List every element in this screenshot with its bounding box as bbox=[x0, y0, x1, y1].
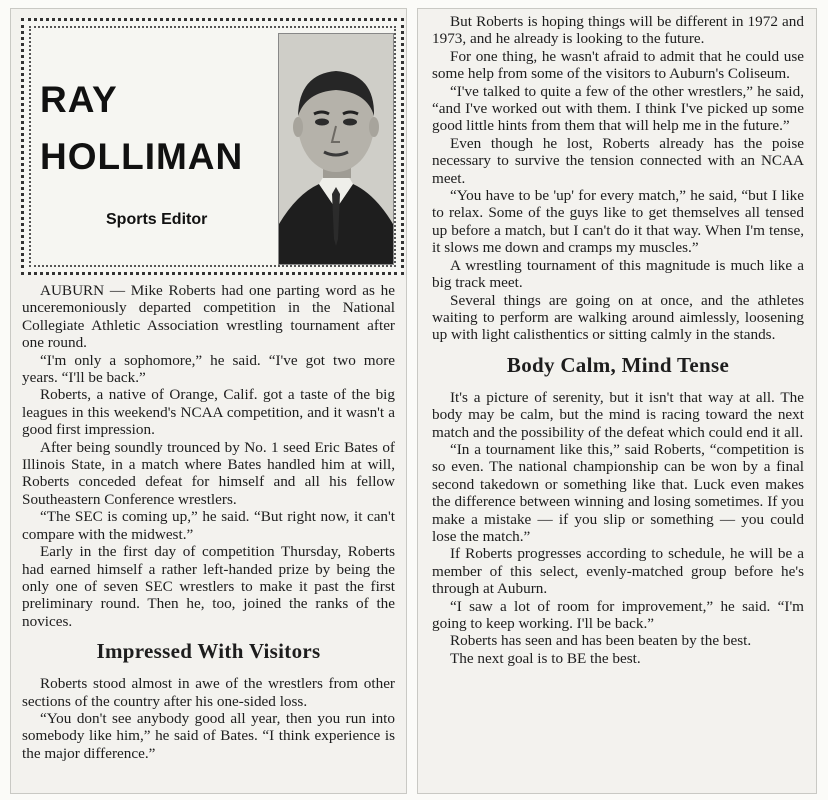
article-paragraph: But Roberts is hoping things will be different in 1972 and 1973, and he already is looking to the future. bbox=[432, 13, 804, 48]
article-paragraph: “I'm only a sophomore,” he said. “I've got two more years. “I'll be back.” bbox=[22, 351, 395, 387]
columnist-header bbox=[21, 18, 404, 275]
article-paragraph: “I saw a lot of room for improvement,” he said. “I'm going to keep working. I'll be back.” bbox=[432, 597, 804, 632]
columnist-role: Sports Editor bbox=[106, 211, 208, 228]
article-paragraph: “The SEC is coming up,” he said. “But right now, it can't compare with the midwest.” bbox=[22, 508, 395, 543]
article-paragraph: Even though he lost, Roberts already has the poise necessary to survive the tension connected with an NCAA meet. bbox=[432, 134, 804, 187]
article-paragraph: A wrestling tournament of this magnitude is much like a big track meet. bbox=[432, 256, 804, 292]
article-paragraph: It's a picture of serenity, but it isn't that way at all. The body may be calm, but the mind is racing toward the next match and the possibility of the defeat which could end it all. bbox=[432, 388, 804, 441]
article-paragraph: “I've talked to quite a few of the other wrestlers,” he said, “and I've worked out with them. I think I've picked up some good little hints from them that will help me in the future.” bbox=[432, 82, 804, 135]
portrait-image bbox=[279, 34, 393, 264]
left-column bbox=[10, 8, 407, 794]
subheading: Body Calm, Mind Tense bbox=[506, 352, 730, 377]
subheading: Impressed With Visitors bbox=[96, 639, 321, 664]
article-paragraph: AUBURN — Mike Roberts had one parting word as he unceremoniously departed competition in the National Collegiate Athletic Association wrestling tournament after one round. bbox=[22, 282, 395, 352]
article-paragraph: Roberts, a native of Orange, Calif. got a taste of the big leagues in this weekend's NCAA competition, and it wasn't a good first impression. bbox=[22, 386, 395, 439]
columnist-first-name: RAY bbox=[40, 79, 118, 120]
article-paragraph: Several things are going on at once, and the athletes waiting to perform are walking around aimlessly, loosening up with light calisthentics or sitting calmly in the stands. bbox=[432, 291, 804, 344]
article-paragraph: The next goal is to BE the best. bbox=[450, 649, 641, 667]
article-paragraph: If Roberts progresses according to schedule, he will be a member of this select, evenly-matched group before he's through at Auburn. bbox=[432, 545, 804, 598]
columnist-last-name: HOLLIMAN bbox=[40, 136, 244, 177]
columnist-photo bbox=[278, 33, 394, 265]
article-paragraph: Roberts has seen and has been beaten by the best. bbox=[450, 632, 752, 650]
article-body-left bbox=[22, 282, 395, 762]
right-column bbox=[417, 8, 817, 794]
article-paragraph: For one thing, he wasn't afraid to admit that he could use some help from some of the visitors to Auburn's Coliseum. bbox=[432, 47, 804, 83]
article-paragraph: After being soundly trounced by No. 1 seed Eric Bates of Illinois State, in a match where Bates handled him at will, Roberts conceded defeat for himself and all his fellow Southeastern Conference wrestlers. bbox=[22, 438, 395, 508]
article-paragraph: “In a tournament like this,” said Roberts, “competition is so even. The national championship can be won by a final second takedown or something like that. Luck even makes the difference between winning and losing sometimes. If you make a mistake — if you slip or something — you could lose the match.” bbox=[432, 440, 804, 545]
article-paragraph: Roberts stood almost in awe of the wrestlers from other sections of the country after his one-sided loss. bbox=[22, 675, 395, 710]
article-body-right bbox=[432, 13, 804, 667]
article-paragraph: Early in the first day of competition Thursday, Roberts had earned himself a rather left-handed prize by being the only one of seven SEC wrestlers to make it past the first preliminary round. Then he, too, joined the ranks of the novices. bbox=[22, 543, 395, 630]
article-paragraph: “You don't see anybody good all year, then you run into somebody like him,” he said of Bates. “I think experience is the major difference.” bbox=[22, 709, 395, 762]
article-paragraph: “You have to be 'up' for every match,” he said, “but I like to relax. Some of the guys like to get themselves all tensed up before a match, but I can't do it that way. When I'm tense, it slows me down and cramps my muscles.” bbox=[432, 187, 804, 257]
